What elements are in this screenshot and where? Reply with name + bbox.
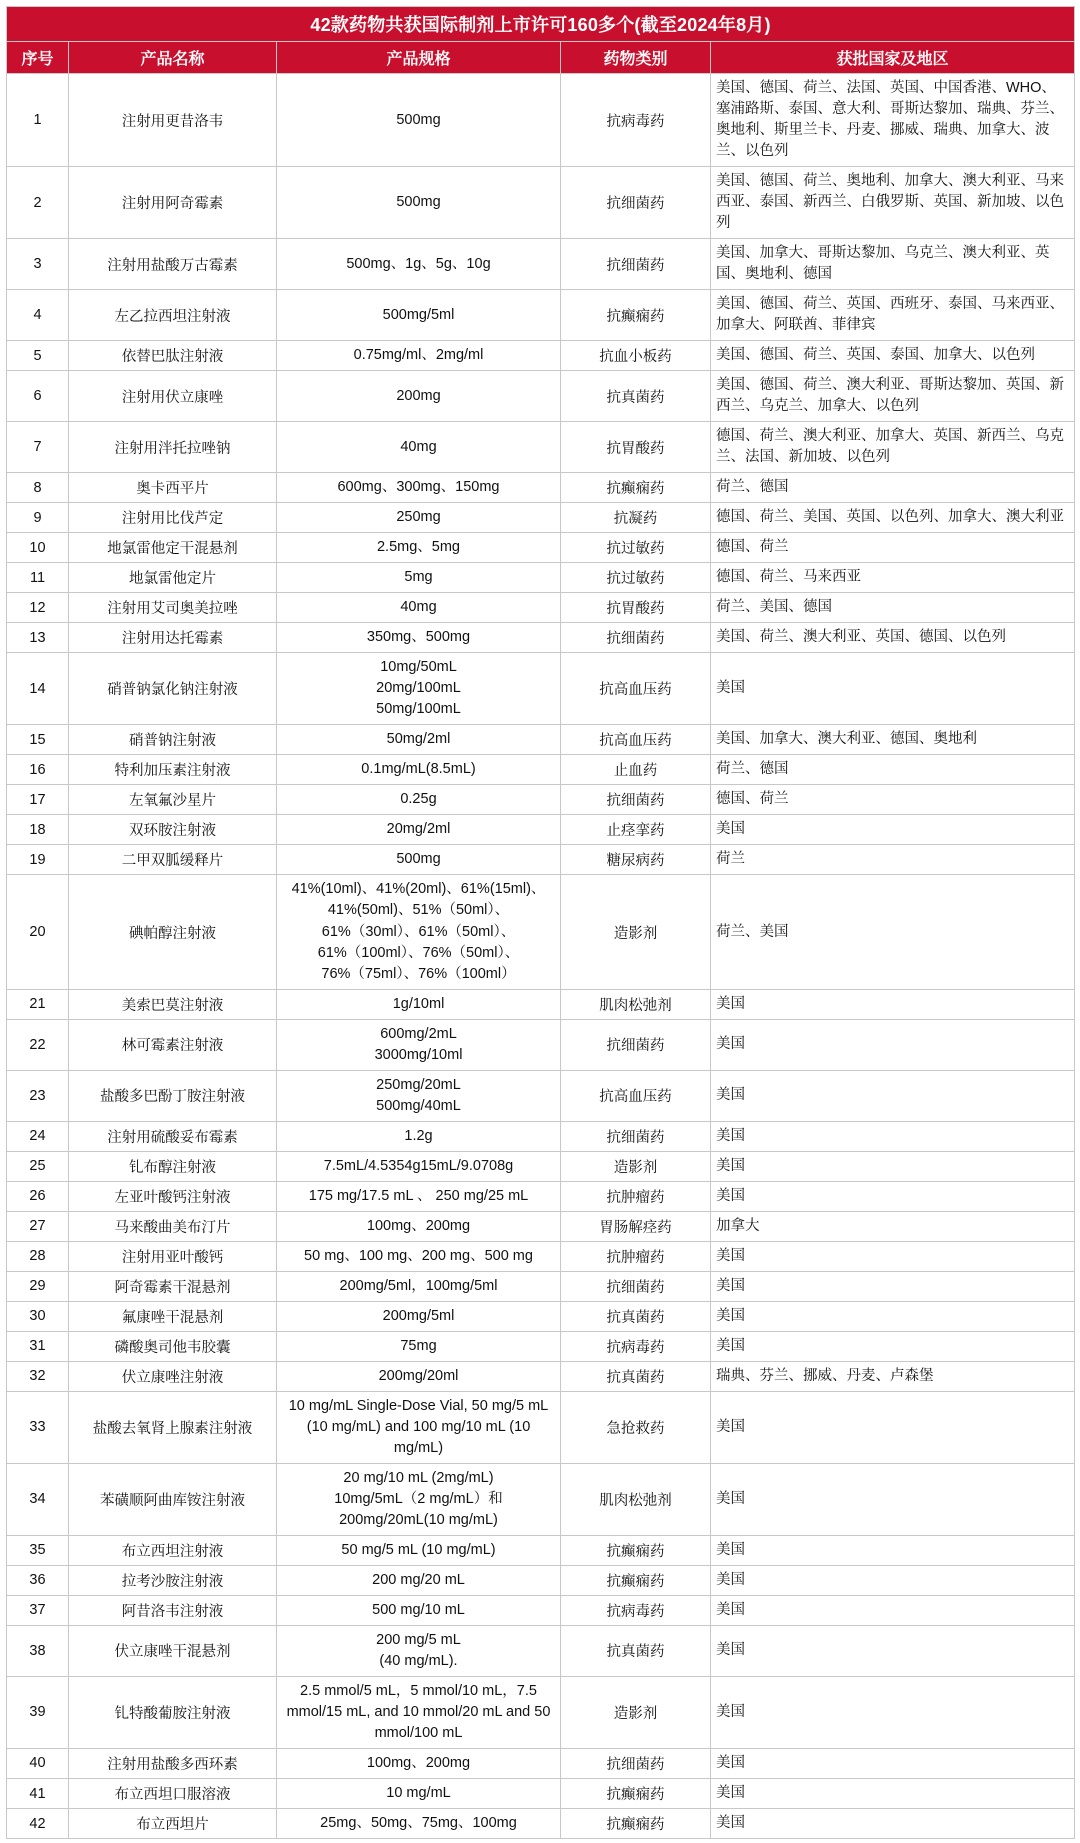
approved-regions: 荷兰 [711,845,1075,875]
row-index: 2 [7,167,69,239]
product-specification: 500mg、1g、5g、10g [277,239,561,290]
table-row [7,989,1075,1019]
product-name: 注射用达托霉素 [69,623,277,653]
table-row [7,875,1075,989]
product-specification: 10 mg/mL [277,1779,561,1809]
product-name: 美索巴莫注射液 [69,989,277,1019]
product-specification: 75mg [277,1331,561,1361]
approved-regions: 美国 [711,989,1075,1019]
row-index: 20 [7,875,69,989]
approved-regions: 美国 [711,1391,1075,1463]
approved-regions: 美国 [711,1181,1075,1211]
product-name: 左亚叶酸钙注射液 [69,1181,277,1211]
table-row [7,815,1075,845]
product-specification: 200mg/5ml，100mg/5ml [277,1271,561,1301]
table-row [7,1241,1075,1271]
table-row [7,1151,1075,1181]
table-row [7,1748,1075,1778]
drug-category: 造影剂 [561,1151,711,1181]
table-row [7,341,1075,371]
approved-regions: 美国 [711,1779,1075,1809]
product-specification: 175 mg/17.5 mL 、 250 mg/25 mL [277,1181,561,1211]
product-specification: 20 mg/10 mL (2mg/mL) 10mg/5mL（2 mg/mL）和 200mg/20mL(10 mg/mL) [277,1463,561,1535]
product-specification: 500mg [277,845,561,875]
table-row [7,422,1075,473]
product-specification: 250mg [277,503,561,533]
product-name: 阿昔洛韦注射液 [69,1595,277,1625]
row-index: 24 [7,1121,69,1151]
row-index: 31 [7,1331,69,1361]
drug-category: 抗凝药 [561,503,711,533]
drug-category: 抗细菌药 [561,1019,711,1070]
approved-regions: 美国 [711,1595,1075,1625]
product-specification: 0.1mg/mL(8.5mL) [277,755,561,785]
row-index: 1 [7,74,69,167]
table-row [7,533,1075,563]
column-header-product-name: 产品名称 [69,42,277,74]
drug-category: 造影剂 [561,1676,711,1748]
approved-regions: 美国 [711,1676,1075,1748]
table-row [7,1676,1075,1748]
drug-category: 抗病毒药 [561,1595,711,1625]
product-specification: 500 mg/10 mL [277,1595,561,1625]
row-index: 18 [7,815,69,845]
product-name: 硝普钠氯化钠注射液 [69,653,277,725]
drug-category: 止痉挛药 [561,815,711,845]
row-index: 30 [7,1301,69,1331]
product-specification: 40mg [277,422,561,473]
drug-category: 抗细菌药 [561,1748,711,1778]
product-name: 伏立康唑注射液 [69,1361,277,1391]
table-row [7,1331,1075,1361]
column-header-approved-regions: 获批国家及地区 [711,42,1075,74]
approved-regions: 美国 [711,1625,1075,1676]
approved-regions: 美国 [711,1121,1075,1151]
table-row [7,473,1075,503]
approved-regions: 美国、加拿大、哥斯达黎加、乌克兰、澳大利亚、英国、奥地利、德国 [711,239,1075,290]
approved-regions: 美国、德国、荷兰、英国、泰国、加拿大、以色列 [711,341,1075,371]
row-index: 3 [7,239,69,290]
product-name: 左氧氟沙星片 [69,785,277,815]
table-row [7,1121,1075,1151]
product-specification: 50mg/2ml [277,725,561,755]
drug-category: 抗真菌药 [561,1301,711,1331]
row-index: 36 [7,1565,69,1595]
drug-category: 抗肿瘤药 [561,1181,711,1211]
row-index: 33 [7,1391,69,1463]
approved-regions: 德国、荷兰 [711,533,1075,563]
table-row [7,1271,1075,1301]
product-specification: 1.2g [277,1121,561,1151]
row-index: 39 [7,1676,69,1748]
product-name: 注射用更昔洛韦 [69,74,277,167]
table-row [7,1211,1075,1241]
approved-regions: 美国 [711,1301,1075,1331]
product-name: 林可霉素注射液 [69,1019,277,1070]
approved-regions: 美国、德国、荷兰、英国、西班牙、泰国、马来西亚、加拿大、阿联酋、菲律宾 [711,290,1075,341]
product-specification: 50 mg、100 mg、200 mg、500 mg [277,1241,561,1271]
table-row [7,755,1075,785]
product-name: 双环胺注射液 [69,815,277,845]
row-index: 13 [7,623,69,653]
drug-category: 抗真菌药 [561,1625,711,1676]
approved-regions: 荷兰、德国 [711,473,1075,503]
product-name: 盐酸多巴酚丁胺注射液 [69,1070,277,1121]
product-name: 布立西坦口服溶液 [69,1779,277,1809]
table-row [7,167,1075,239]
approved-regions: 美国、德国、荷兰、澳大利亚、哥斯达黎加、英国、新西兰、乌克兰、加拿大、以色列 [711,371,1075,422]
row-index: 38 [7,1625,69,1676]
drug-category: 抗细菌药 [561,785,711,815]
drug-category: 抗胃酸药 [561,422,711,473]
approved-regions: 美国、德国、荷兰、法国、英国、中国香港、WHO、塞浦路斯、泰国、意大利、哥斯达黎加、瑞典、芬兰、奥地利、斯里兰卡、丹麦、挪威、瑞典、加拿大、波兰、以色列 [711,74,1075,167]
drug-category: 胃肠解痉药 [561,1211,711,1241]
product-name: 注射用比伐芦定 [69,503,277,533]
product-specification: 100mg、200mg [277,1211,561,1241]
row-index: 27 [7,1211,69,1241]
approved-regions: 美国 [711,1151,1075,1181]
table-row [7,785,1075,815]
approved-regions: 美国 [711,1535,1075,1565]
drug-category: 抗癫痫药 [561,1779,711,1809]
approved-regions: 德国、荷兰 [711,785,1075,815]
row-index: 28 [7,1241,69,1271]
approved-regions: 美国、荷兰、澳大利亚、英国、德国、以色列 [711,623,1075,653]
approved-regions: 德国、荷兰、澳大利亚、加拿大、英国、新西兰、乌克兰、法国、新加坡、以色列 [711,422,1075,473]
table-row [7,1779,1075,1809]
table-row [7,725,1075,755]
table-row [7,239,1075,290]
drug-category: 抗癫痫药 [561,1809,711,1839]
product-name: 盐酸去氧肾上腺素注射液 [69,1391,277,1463]
drug-category: 抗癫痫药 [561,1535,711,1565]
product-name: 苯磺顺阿曲库铵注射液 [69,1463,277,1535]
table-row [7,1301,1075,1331]
product-specification: 0.25g [277,785,561,815]
approved-regions: 瑞典、芬兰、挪威、丹麦、卢森堡 [711,1361,1075,1391]
product-specification: 200 mg/20 mL [277,1565,561,1595]
product-name: 注射用伏立康唑 [69,371,277,422]
product-name: 地氯雷他定片 [69,563,277,593]
table-row [7,1019,1075,1070]
product-specification: 350mg、500mg [277,623,561,653]
approved-regions: 美国 [711,653,1075,725]
product-name: 布立西坦注射液 [69,1535,277,1565]
drug-category: 肌肉松弛剂 [561,989,711,1019]
product-name: 拉考沙胺注射液 [69,1565,277,1595]
table-row [7,593,1075,623]
table-row [7,1565,1075,1595]
row-index: 17 [7,785,69,815]
row-index: 16 [7,755,69,785]
table-row [7,1181,1075,1211]
row-index: 37 [7,1595,69,1625]
row-index: 32 [7,1361,69,1391]
approved-regions: 美国、加拿大、澳大利亚、德国、奥地利 [711,725,1075,755]
drug-category: 止血药 [561,755,711,785]
table-row [7,1391,1075,1463]
row-index: 42 [7,1809,69,1839]
product-specification: 100mg、200mg [277,1748,561,1778]
product-name: 二甲双胍缓释片 [69,845,277,875]
table-row [7,74,1075,167]
product-specification: 200mg/5ml [277,1301,561,1331]
row-index: 35 [7,1535,69,1565]
product-specification: 10 mg/mL Single-Dose Vial, 50 mg/5 mL (10 mg/mL) and 100 mg/10 mL (10 mg/mL) [277,1391,561,1463]
drug-category: 抗细菌药 [561,239,711,290]
table-row [7,563,1075,593]
table-row [7,503,1075,533]
table-row [7,371,1075,422]
product-name: 碘帕醇注射液 [69,875,277,989]
approved-regions: 美国 [711,1070,1075,1121]
approved-regions: 美国 [711,1019,1075,1070]
row-index: 10 [7,533,69,563]
product-name: 左乙拉西坦注射液 [69,290,277,341]
approved-regions: 德国、荷兰、马来西亚 [711,563,1075,593]
row-index: 14 [7,653,69,725]
column-header-index: 序号 [7,42,69,74]
row-index: 34 [7,1463,69,1535]
row-index: 40 [7,1748,69,1778]
table-row [7,1361,1075,1391]
product-name: 注射用硫酸妥布霉素 [69,1121,277,1151]
drug-category: 抗病毒药 [561,74,711,167]
row-index: 12 [7,593,69,623]
product-specification: 500mg/5ml [277,290,561,341]
product-name: 依替巴肽注射液 [69,341,277,371]
drug-category: 抗过敏药 [561,563,711,593]
product-name: 注射用亚叶酸钙 [69,1241,277,1271]
row-index: 41 [7,1779,69,1809]
approved-regions: 美国 [711,1748,1075,1778]
product-name: 奥卡西平片 [69,473,277,503]
row-index: 22 [7,1019,69,1070]
product-specification: 600mg、300mg、150mg [277,473,561,503]
product-name: 阿奇霉素干混悬剂 [69,1271,277,1301]
approved-regions: 美国 [711,1331,1075,1361]
drug-category: 糖尿病药 [561,845,711,875]
approved-regions: 荷兰、美国、德国 [711,593,1075,623]
table-row [7,1535,1075,1565]
product-name: 注射用盐酸万古霉素 [69,239,277,290]
row-index: 25 [7,1151,69,1181]
approved-regions: 美国 [711,1809,1075,1839]
drug-category: 抗细菌药 [561,1271,711,1301]
product-name: 地氯雷他定干混悬剂 [69,533,277,563]
drug-category: 肌肉松弛剂 [561,1463,711,1535]
table-row [7,653,1075,725]
product-specification: 7.5mL/4.5354g15mL/9.0708g [277,1151,561,1181]
product-specification: 250mg/20mL 500mg/40mL [277,1070,561,1121]
product-specification: 1g/10ml [277,989,561,1019]
product-specification: 2.5 mmol/5 mL，5 mmol/10 mL，7.5 mmol/15 mL, and 10 mmol/20 mL and 50 mmol/100 mL [277,1676,561,1748]
row-index: 23 [7,1070,69,1121]
table-header-row [7,42,1075,74]
product-specification: 41%(10ml)、41%(20ml)、61%(15ml)、41%(50ml)、51%（50ml）、61%（30ml）、61%（50ml）、61%（100ml）、76%（50ml）、76%（75ml）、76%（100ml） [277,875,561,989]
drug-category: 抗病毒药 [561,1331,711,1361]
product-specification: 0.75mg/ml、2mg/ml [277,341,561,371]
approved-regions: 德国、荷兰、美国、英国、以色列、加拿大、澳大利亚 [711,503,1075,533]
product-name: 钆布醇注射液 [69,1151,277,1181]
product-specification: 500mg [277,167,561,239]
approved-regions: 加拿大 [711,1211,1075,1241]
row-index: 9 [7,503,69,533]
table-row [7,1595,1075,1625]
drug-category: 抗血小板药 [561,341,711,371]
product-specification: 40mg [277,593,561,623]
drug-approval-table [6,6,1075,1839]
drug-category: 抗细菌药 [561,167,711,239]
approved-regions: 荷兰、德国 [711,755,1075,785]
product-name: 伏立康唑干混悬剂 [69,1625,277,1676]
row-index: 11 [7,563,69,593]
product-specification: 200mg/20ml [277,1361,561,1391]
page-title: 42款药物共获国际制剂上市许可160多个(截至2024年8月) [7,7,1075,42]
product-name: 马来酸曲美布汀片 [69,1211,277,1241]
product-name: 注射用阿奇霉素 [69,167,277,239]
drug-category: 抗高血压药 [561,1070,711,1121]
product-specification: 5mg [277,563,561,593]
drug-category: 急抢救药 [561,1391,711,1463]
row-index: 19 [7,845,69,875]
row-index: 7 [7,422,69,473]
drug-category: 抗肿瘤药 [561,1241,711,1271]
table-row [7,623,1075,653]
table-row [7,1625,1075,1676]
approved-regions: 美国、德国、荷兰、奥地利、加拿大、澳大利亚、马来西亚、泰国、新西兰、白俄罗斯、英国、新加坡、以色列 [711,167,1075,239]
approved-regions: 美国 [711,815,1075,845]
drug-category: 抗胃酸药 [561,593,711,623]
drug-category: 抗细菌药 [561,623,711,653]
product-name: 氟康唑干混悬剂 [69,1301,277,1331]
row-index: 29 [7,1271,69,1301]
product-name: 布立西坦片 [69,1809,277,1839]
drug-category: 造影剂 [561,875,711,989]
column-header-drug-category: 药物类别 [561,42,711,74]
table-row [7,290,1075,341]
product-name: 硝普钠注射液 [69,725,277,755]
row-index: 6 [7,371,69,422]
table-row [7,1809,1075,1839]
table-row [7,845,1075,875]
product-specification: 20mg/2ml [277,815,561,845]
row-index: 8 [7,473,69,503]
drug-category: 抗癫痫药 [561,290,711,341]
approved-regions: 荷兰、美国 [711,875,1075,989]
table-row [7,1070,1075,1121]
drug-category: 抗过敏药 [561,533,711,563]
drug-category: 抗细菌药 [561,1121,711,1151]
product-specification: 600mg/2mL 3000mg/10ml [277,1019,561,1070]
row-index: 5 [7,341,69,371]
product-name: 注射用泮托拉唑钠 [69,422,277,473]
drug-category: 抗癫痫药 [561,1565,711,1595]
drug-category: 抗高血压药 [561,725,711,755]
table-title-row [7,7,1075,42]
product-specification: 500mg [277,74,561,167]
product-specification: 200mg [277,371,561,422]
product-specification: 200 mg/5 mL (40 mg/mL). [277,1625,561,1676]
product-specification: 10mg/50mL 20mg/100mL 50mg/100mL [277,653,561,725]
row-index: 4 [7,290,69,341]
row-index: 15 [7,725,69,755]
product-name: 注射用艾司奥美拉唑 [69,593,277,623]
product-specification: 2.5mg、5mg [277,533,561,563]
drug-category: 抗癫痫药 [561,473,711,503]
approved-regions: 美国 [711,1241,1075,1271]
approved-regions: 美国 [711,1463,1075,1535]
product-name: 特利加压素注射液 [69,755,277,785]
row-index: 26 [7,1181,69,1211]
approved-regions: 美国 [711,1271,1075,1301]
drug-category: 抗真菌药 [561,1361,711,1391]
drug-category: 抗真菌药 [561,371,711,422]
row-index: 21 [7,989,69,1019]
product-specification: 50 mg/5 mL (10 mg/mL) [277,1535,561,1565]
product-name: 注射用盐酸多西环素 [69,1748,277,1778]
table-row [7,1463,1075,1535]
product-specification: 25mg、50mg、75mg、100mg [277,1809,561,1839]
product-name: 磷酸奥司他韦胶囊 [69,1331,277,1361]
product-name: 钆特酸葡胺注射液 [69,1676,277,1748]
column-header-specification: 产品规格 [277,42,561,74]
approved-regions: 美国 [711,1565,1075,1595]
drug-category: 抗高血压药 [561,653,711,725]
